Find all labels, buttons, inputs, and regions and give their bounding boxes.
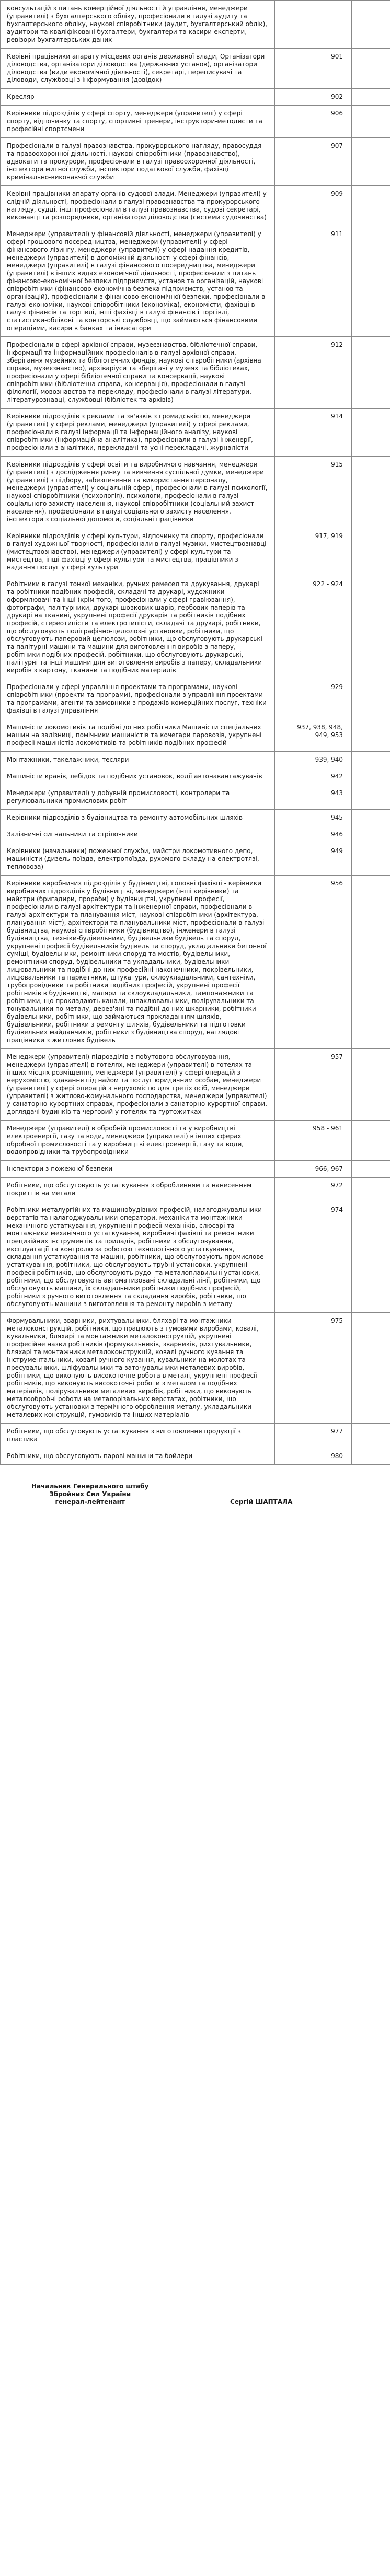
specialty-description-cell: Менеджери (управителі) в обробній промисловості та у виробництві електроенергії, газу та води, менеджери (управителі) в інших сферах обробної промисловості та у виробництві електроенергії, газу та води, водопровідники та трубопровідники (1, 1121, 275, 1161)
empty-cell (352, 876, 390, 1049)
table-row (1, 679, 390, 719)
table-row (1, 186, 390, 226)
table-row (1, 138, 390, 186)
specialty-description-cell: Формувальники, зварники, рихтувальники, бляхарі та монтажники металоконструкцій, робітники, що працюють з гумовими виробами, ковалі, кувальники, бляхарі та монтажники металоконструкцій, укрупнені професійне назви робітників формувальників, зварників, рихтувальники, бляхарі та монтажники металоконструкцій, ковалі ручного кування та інструментальники, ковалі ручного кування, кувальники на молотах та пресувальники, шліфувальники та заточувальники металевих виробів, робітники, що виконують високоточне робота в металі, укрупнені професії робітників, що виконують високоточні роботи з металом та подібних матеріалів, полірувальники металевих виробів, робітники, що виконують металообробні роботи на металорізальних верстатах, робітники, що обслуговують установки з термічного оброблення металу, укладальники металевих конструкцій, гумовиків та інших матеріалів (1, 1313, 275, 1424)
specialty-description-cell: Менеджери (управителі) у добувній промисловості, контролери та регулювальники промислових робіт (1, 785, 275, 810)
specialty-description-cell: Керівники виробничих підрозділів у будівництві, головні фахівці - керівники виробничих підрозділів у будівництві, менеджери (інші керівники) та майстри (бригадири, прораби) у будівництві, укрупнені професії, професіонали в галузі архітектури та інженерної справи, професіонали в галузі архітектури та планування міст, наукові співробітники (архітектура, планування міст), архітектори та планувальники міст, професіонали в галузі будівництва, наукові співробітники (будівництво), інженери в галузі будівництва, техніки-будівельники, будівельники будівель та споруд, укрупнені професії будівельників будівель та споруд, укладальники бетонної суміші, будівельники, ремонтники споруд та мостів, будівельники, ремонтники споруд, будівельники та укладальники, будівельники лицювальники та подібні до них професійні наконечники, покрівельники, лицювальники та паркетники, штукатури, склоукладальники, сантехніки, трубопровідники та робітники подібних професій, укрупнені професії робітників в будівництві, маляри та склоукладальники, тампонажники та робітники, що прокладають канали, шпаклювальники, полірувальники та тонувальники по металу, дерев'яні та подібні до них шкарники, робітники-будівельники, робітники, що займаються прокладанням шляхів, будівельники, робітники з ремонту шляхів, будівельники та підготовки будівельних майданчиків, робітники з будівництва споруд, наглядові працівники з житлових будівель (1, 876, 275, 1049)
signatory-name: Сергій ШАПТАЛА (230, 1498, 293, 1506)
table-row (1, 528, 390, 576)
empty-cell (352, 49, 390, 89)
empty-cell (352, 1161, 390, 1178)
table-row (1, 89, 390, 106)
specialty-description-cell: Робітники металургійних та машинобудівних професій, налагоджувальники верстатів та налагоджувальники-оператори, механіки та монтажники механічного устаткування, укрупнені професії механіків, слюсарі та монтажники механічного устаткування, виробничі фахівці та ремонтники прецизійних інструментів та приладів, робітники з обслуговування, експлуатації та контролю за роботою технологічного устаткування, складання устаткування та машин, робітники, що обслуговують промислове устаткування, робітники, що обслуговують трубні установки, укрупнені професії робітників, що обслуговують рудо- та металоплавильні установки, робітники, що обслуговують автоматизовані складальні лінії, робітники, що обслуговують машини, їх складальники робітники подібних професій, робітники з ручного виготовлення та складання виробів, робітники, що обслуговують машини з виготовлення та ремонту виробів з металу (1, 1202, 275, 1313)
table-row (1, 1121, 390, 1161)
empty-cell (352, 528, 390, 576)
specialty-code-cell: 911 (275, 226, 352, 337)
table-row (1, 49, 390, 89)
empty-cell (352, 409, 390, 457)
empty-cell (352, 89, 390, 106)
specialty-description-cell: Робітники, що обслуговують парові машини та бойлери (1, 1448, 275, 1465)
signatory-position (31, 1483, 148, 1506)
table-row (1, 337, 390, 409)
specialty-code-cell: 914 (275, 409, 352, 457)
specialty-code-cell: 949 (275, 843, 352, 876)
empty-cell (352, 843, 390, 876)
specialty-code-cell: 909 (275, 186, 352, 226)
table-row (1, 843, 390, 876)
empty-cell (352, 106, 390, 138)
table-row (1, 409, 390, 457)
table-row (1, 785, 390, 810)
table-row (1, 106, 390, 138)
specialty-code-cell: 966, 967 (275, 1161, 352, 1178)
empty-cell (352, 768, 390, 785)
empty-cell (352, 1448, 390, 1465)
table-row (1, 810, 390, 826)
table-row (1, 457, 390, 528)
empty-cell (352, 1178, 390, 1202)
signatory-title-line-3: генерал-лейтенант (55, 1498, 125, 1506)
empty-cell (352, 752, 390, 768)
table-row (1, 1161, 390, 1178)
table-row (1, 1178, 390, 1202)
specialty-code-cell: 939, 940 (275, 752, 352, 768)
specialty-code-cell: 922 - 924 (275, 576, 352, 679)
specialty-code-cell: 937, 938, 948, 949, 953 (275, 719, 352, 752)
empty-cell (352, 186, 390, 226)
specialty-description-cell: Робітники в галузі тонкої механіки, ручних ремесел та друкування, друкарі та робітники подібних професій, складачі та друкарі, художники-оформлювачі та інші (крім того, професіонали у сфері гравіювання), фотографи, палітурники, друкарі шовкових шарів, гербових паперів та друкарі на тканині, укрупнені професії друкарів та робітників подібних професій, стереотипісти та електротипісти, складачі та друкарі, робітники, що обслуговують поліграфічно-целюлозні установки, робітники, що обслуговують паперовий целюлози, робітники, що обслуговують друкарські та палітурні машини та машини для виготовлення виробів з паперу, робітники подібних професій, робітники, що обслуговують друкарські, палітурні та інші машини для виготовлення виробів з паперу, складальники виробів з картону, тканини та подібних матеріалів (1, 576, 275, 679)
empty-cell (352, 576, 390, 679)
table-row (1, 1448, 390, 1465)
specialty-description-cell: консультацій з питань комерційної діяльності й управління, менеджери (управителі) з бухгалтерського обліку, професіонали в галузі аудиту та бухгалтерського обліку, наукові співробітники (аудит, бухгалтерський облік), аудитори та кваліфіковані бухгалтери, бухгалтери та касири-експерти, ревізори бухгалтерських даних (1, 1, 275, 49)
table-row (1, 826, 390, 843)
specialty-description-cell: Машиністи локомотивів та подібні до них робітники Машиністи спеціальних машин на залізниці, помічники машиністів та кочегари паровозів, укрупнені професії машиністів локомотивів та робітників подібних професій (1, 719, 275, 752)
empty-cell (352, 1202, 390, 1313)
specialty-code-cell: 902 (275, 89, 352, 106)
signature-block (0, 1465, 390, 1528)
specialty-description-cell: Монтажники, такелажники, тесляри (1, 752, 275, 768)
table-row (1, 1049, 390, 1121)
table-row (1, 1313, 390, 1424)
specialty-code-cell: 946 (275, 826, 352, 843)
empty-cell (352, 138, 390, 186)
specialty-description-cell: Керівники підрозділів у сфері спорту, менеджери (управителі) у сфері спорту, відпочинку та спорту, спортивні тренери, інструктори-методисти та професійні спортсмени (1, 106, 275, 138)
empty-cell (352, 1049, 390, 1121)
specialty-code-cell: 972 (275, 1178, 352, 1202)
specialty-description-cell: Керівники (начальники) пожежної служби, майстри локомотивного депо, машиністи (дизель-поїзда, електропоїзда, рухомого складу на електротязі, тепловоза) (1, 843, 275, 876)
specialty-description-cell: Машиністи кранів, лебідок та подібних установок, водії автонавантажувачів (1, 768, 275, 785)
specialty-description-cell: Інспектори з пожежної безпеки (1, 1161, 275, 1178)
table-row (1, 1, 390, 49)
empty-cell (352, 679, 390, 719)
empty-cell (352, 785, 390, 810)
table-body (1, 1, 390, 1465)
empty-cell (352, 457, 390, 528)
specialty-code-cell: 958 - 961 (275, 1121, 352, 1161)
empty-cell (352, 1121, 390, 1161)
specialty-description-cell: Менеджери (управителі) у фінансовій діяльності, менеджери (управителі) у сфері грошового посередництва, менеджери (управителі) у сфері фінансового лізингу, менеджери (управителі) у сфері надання кредитів, менеджери (управителі) в допоміжній діяльності у сфері фінансів, менеджери (управителі) в галузі фінансового посередництва, менеджери (управителі) в інших видах економічної діяльності, професіонали з питань фінансово-економічної безпеки підприємств, установ та організацій, наукові співробітники (фінансово-економічна безпека підприємств, установ та організацій), професіонали з фінансово-економічної безпеки, професіонали в галузі економіки, наукові співробітники (економіка), економісти, фахівці в галузі фінансів та торгівлі, інші фахівці в галузі фінансів і торгівлі, статистики-облікові та конторські службовці, що займаються фінансовими операціями, касири в банках та інкасатори (1, 226, 275, 337)
specialty-description-cell: Керівні працівники апарату органів судової влади, Менеджери (управителі) у слідчій діяльності, професіонали в галузі правознавства та прокурорського нагляду, судді, інші професіонали в галузі правознавства, судові секретарі, виконавці та розпорядники, організатори діловодства (системи судочинства) (1, 186, 275, 226)
specialty-description-cell: Професіонали в галузі правознавства, прокурорського нагляду, правосуддя та правоохоронної діяльності, наукові співробітники (правознавство), адвокати та прокурори, професіонали в галузі правоохоронної діяльності, інспектори митної служби, інспектори податкової служби, фахівці кримінально-виконавчої служби (1, 138, 275, 186)
signatory-title-line-1: Начальник Генерального штабу (31, 1483, 149, 1490)
specialty-code-cell: 906 (275, 106, 352, 138)
specialty-code-cell: 943 (275, 785, 352, 810)
empty-cell (352, 719, 390, 752)
specialty-description-cell: Керівники підрозділів у сфері культури, відпочинку та спорту, професіонали в галузі художньої творчості, професіонали в галузі музики, мистецтвознавці (мистецтвознавство), менеджери (управителі) у сфері культури та мистецтва, інші фахівці у сфері культури та мистецтва, працівники з надання послуг у сфері культури (1, 528, 275, 576)
empty-cell (352, 226, 390, 337)
empty-cell (352, 1424, 390, 1448)
specialty-code-cell: 912 (275, 337, 352, 409)
specialty-code-cell: 977 (275, 1424, 352, 1448)
specialty-description-cell: Керівники підрозділів з будівництва та ремонту автомобільних шляхів (1, 810, 275, 826)
table-row (1, 1424, 390, 1448)
signatory-title-line-2: Збройних Сил України (49, 1490, 131, 1498)
specialty-code-cell: 974 (275, 1202, 352, 1313)
specialty-code-cell: 915 (275, 457, 352, 528)
specialty-code-cell: 980 (275, 1448, 352, 1465)
specialty-code-cell: 907 (275, 138, 352, 186)
specialty-description-cell: Менеджери (управителі) підрозділів з побутового обслуговування, менеджери (управителі) в готелях, менеджери (управителі) в готелях та інших місцях розміщення, менеджери (управителі) у сфері операцій з нерухомістю, здавання під найом та послуг юридичним особам, менеджери (управителі) у сфері операцій з нерухомістю для третіх осіб, менеджери (управителі) з житлово-комунального господарства, менеджери (управителі) у санаторно-курортних справах, професіонали з санаторно-курортної справи, доглядачі будинків та черговий у готелях та гуртожитках (1, 1049, 275, 1121)
empty-cell (352, 810, 390, 826)
specialty-code-cell: 942 (275, 768, 352, 785)
table-row (1, 576, 390, 679)
empty-cell (352, 1, 390, 49)
specialty-description-cell: Кресляр (1, 89, 275, 106)
empty-cell (352, 1313, 390, 1424)
specialty-code-cell: 956 (275, 876, 352, 1049)
specialty-description-cell: Професіонали в сфері архівної справи, музеєзнавства, бібліотечної справи, інформації та інформаційних професіоналів в галузі архівної справи, зберігання музейних та бібліотечних фондів, наукові співробітники (архівна справа, музеєзнавство), архіваріуси та зберігачі у музеях та бібліотеках, професіонали у сфері бібліотечної справи та консервації, наукові співробітники (бібліотечна справа, консервація), професіонали в галузі філології, мовознавства та перекладу, професіонали в галузі літератури, літературознавці, службовці (бібліотек та архівів) (1, 337, 275, 409)
specialty-code-cell: 917, 919 (275, 528, 352, 576)
specialty-description-cell: Професіонали у сфері управління проектами та програмами, наукові співробітники (проекти та програми), професіонали з управління проектами та програмами, агенти та замовники з продажів комерційних послуг, техніки фахівці в галузі управління (1, 679, 275, 719)
empty-cell (352, 826, 390, 843)
specialty-code-cell (275, 1, 352, 49)
specialty-code-cell: 957 (275, 1049, 352, 1121)
specialty-description-cell: Залізничні сигнальники та стрілочники (1, 826, 275, 843)
specialty-description-cell: Керівники підрозділів з реклами та зв'язків з громадськістю, менеджери (управителі) у сфері реклами, менеджери (управителі) у сфері реклами, професіонали в галузі інформації та інформаційного аналізу, наукові співробітники (інформаційна аналітика), професіонали в галузі інженерії, професіонали з аналітики, перекладачі та усні перекладачі, журналісти (1, 409, 275, 457)
table-row (1, 876, 390, 1049)
specialty-code-cell: 945 (275, 810, 352, 826)
table-row (1, 719, 390, 752)
table-row (1, 226, 390, 337)
specialty-code-cell: 975 (275, 1313, 352, 1424)
specialty-description-cell: Керівники підрозділів у сфері освіти та виробничого навчання, менеджери (управителі) з дослідження ринку та вивчення суспільної думки, менеджери (управителі) з підбору, забезпечення та використання персоналу, менеджери (управителі) у соціальній сфері, професіонали в галузі психології, наукові співробітники (психологія), психологи, професіонали в галузі соціального захисту населення, наукові співробітники (соціальний захист населення), професіонали в галузі соціального захисту населення, інспектори з соціальної допомоги, соціальні працівники (1, 457, 275, 528)
specialty-code-cell: 901 (275, 49, 352, 89)
specialty-code-cell: 929 (275, 679, 352, 719)
table-row (1, 752, 390, 768)
table-row (1, 768, 390, 785)
table-row (1, 1202, 390, 1313)
specialty-description-cell: Керівні працівники апарату місцевих органів державної влади, Організатори діловодства, організатори діловодства (державних установ), організатори діловодства (види економічної діяльності), секретарі, переписувачі та діловоди, службовці з інформування (довідок) (1, 49, 275, 89)
empty-cell (352, 337, 390, 409)
specialty-description-cell: Робітники, що обслуговують устаткування з виготовлення продукції з пластика (1, 1424, 275, 1448)
specialty-description-cell: Робітники, що обслуговують устаткування з обробленням та нанесенням покриттів на метали (1, 1178, 275, 1202)
